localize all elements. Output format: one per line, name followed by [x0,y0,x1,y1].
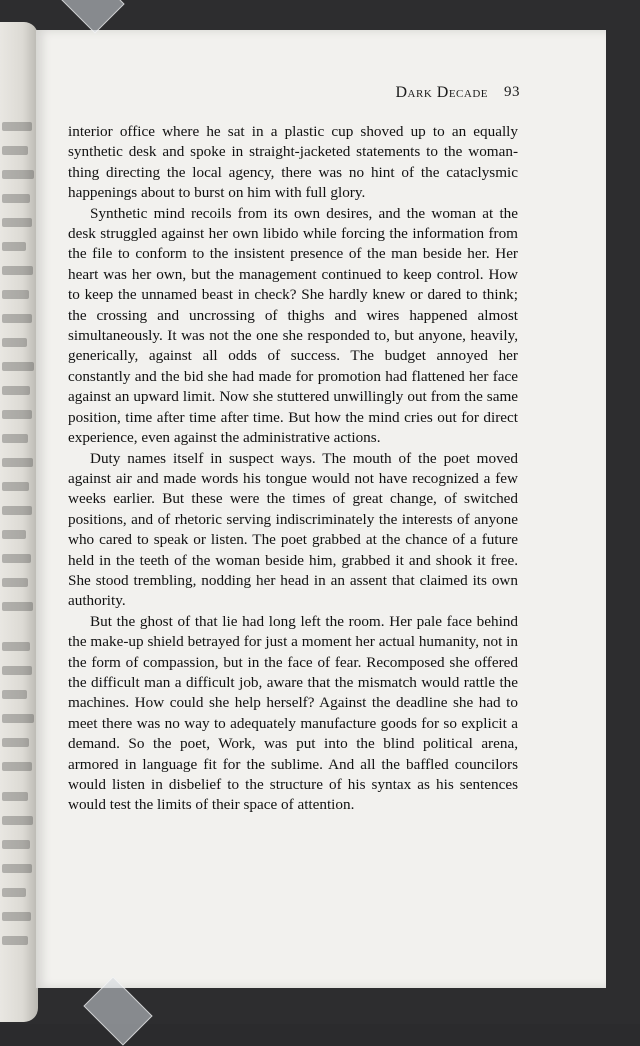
paragraph: Synthetic mind recoils from its own desires, and the woman at the desk struggled against her own libido while forcing the information from the file to conform to the insistent presence of the man beside her. Her heart was her own, but the management continued to keep control. How to keep the unnamed beast in check? She hardly knew or dared to think; the crossing and uncrossing of thighs and wires happened almost simultaneously. It was not the one she responded to, but anyone, heavily, generically, against all odds of success. The budget annoyed her constantly and the bid she had made for promotion had flattened her face against an upward limit. Now she stuttered unwillingly out from the same position, time after time after time. But how the mind cries out for direct experience, even against the administrative actions. [68,204,518,447]
book-page [36,30,606,988]
paragraph: Duty names itself in suspect ways. The mouth of the poet moved against air and made words his tongue would not have recognized a few weeks earlier. But these were the times of great change, of switched positions, and of rhetoric serving indiscriminately the interests of anyone who cared to speak or listen. The poet grabbed at the chance of a future held in the teeth of the woman beside him, grabbed it and shook it free. She stood trembling, nodding her head in an assent that claimed its own authority. [68,449,518,610]
running-head-title: Dark Decade [395,84,488,101]
running-header [396,84,521,102]
page-number: 93 [504,84,520,100]
facing-page-edge [0,22,38,1022]
body-text [68,122,518,816]
paragraph: But the ghost of that lie had long left the room. Her pale face behind the make-up shield betrayed for just a moment her actual humanity, not in the form of compassion, but in the face of fear. Recomposed she offered the difficult man a difficult job, aware that the mismatch would rattle the machines. How could she help herself? Against the deadline she had to meet there was no way to adequately manufacture goods for so explicit a demand. So the poet, Work, was put into the blind political arena, armored in language fit for the sublime. And all the baffled councilors would listen in disbelief to the structure of his syntax as his sentences would test the limits of their space of attention. [68,612,518,814]
paragraph: interior office where he sat in a plastic cup shoved up to an equally synthetic desk and spoke in straight-jacketed statements to the woman-thing directing the local agency, there was no hint of the cataclysmic happenings about to burst on him with full glory. [68,123,518,202]
